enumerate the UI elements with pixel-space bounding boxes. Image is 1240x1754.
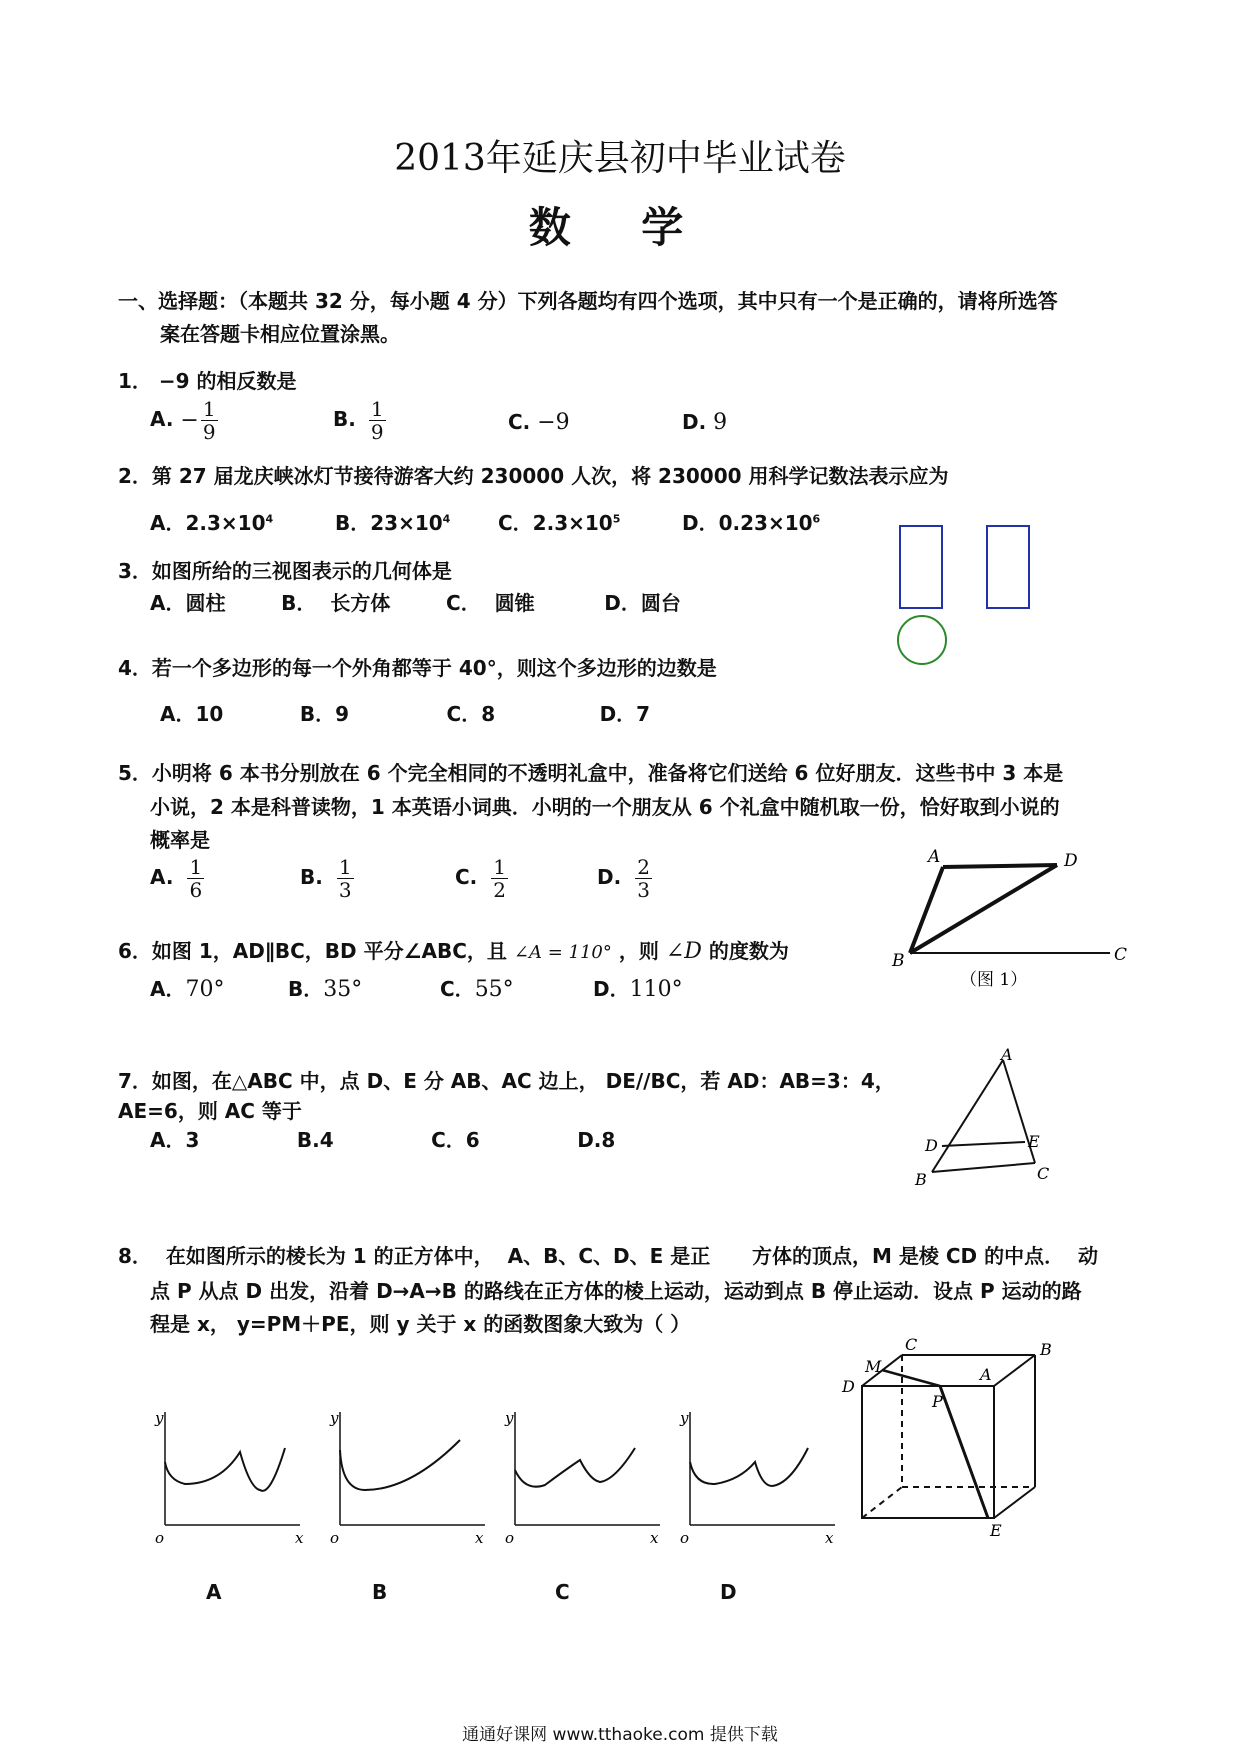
option-label: B. xyxy=(333,407,356,431)
stem-text: 的度数为 xyxy=(708,939,789,963)
graph-option-a xyxy=(145,1400,305,1550)
option-label: C. xyxy=(508,410,531,434)
exponent: 5 xyxy=(612,512,621,526)
question-6-option-c xyxy=(440,973,514,1002)
stem-text: ，则 xyxy=(618,939,659,963)
question-5-option-a xyxy=(150,856,204,901)
fraction xyxy=(337,856,354,901)
question-8-line2: 点 P 从点 D 出发，沿着 D→A→B 的路线在正方体的棱上运动，运动到点 B 停止运动．设点 P 运动的路 xyxy=(150,1279,1082,1303)
edge-ab xyxy=(994,1355,1035,1386)
x-label: x xyxy=(650,1529,659,1547)
denominator: 6 xyxy=(189,878,203,902)
label-c: C xyxy=(1037,1164,1050,1183)
graph-option-c xyxy=(495,1400,665,1550)
x-label: x xyxy=(295,1529,304,1547)
fraction xyxy=(491,856,508,901)
option-label: C． xyxy=(440,977,475,1001)
label-p: P xyxy=(932,1392,943,1411)
question-1-option-c xyxy=(508,410,570,435)
question-7-options: A．3 B.4 C．6 D.8 xyxy=(150,1128,616,1152)
label-a: A xyxy=(1001,1045,1013,1064)
option-label: B. xyxy=(300,865,323,889)
y-label: y xyxy=(155,1409,164,1427)
figure-cube xyxy=(840,1330,1060,1540)
label-e: E xyxy=(990,1521,1002,1540)
origin-label: o xyxy=(505,1529,515,1547)
question-6-option-d xyxy=(593,973,683,1002)
segment-bd xyxy=(910,865,1057,953)
question-1-option-d xyxy=(682,410,727,435)
top-view-circle xyxy=(898,616,946,664)
question-1-option-a xyxy=(150,398,218,443)
exponent: 4 xyxy=(265,512,274,526)
denominator: 9 xyxy=(370,420,384,444)
question-1-option-b xyxy=(333,398,386,443)
label-b: B xyxy=(892,951,905,971)
option-label: D. xyxy=(597,865,622,889)
question-4-stem: 4．若一个多边形的每一个外角都等于 40°，则这个多边形的边数是 xyxy=(118,656,717,680)
exam-title: 2013年延庆县初中毕业试卷 xyxy=(394,138,846,179)
question-7-line2: AE=6，则 AC 等于 xyxy=(118,1099,302,1123)
graph-label-c: C xyxy=(555,1580,570,1604)
option-label: C. xyxy=(455,865,478,889)
graph-option-b xyxy=(320,1400,490,1550)
option-value: 70° xyxy=(185,977,225,1002)
option-value: 35° xyxy=(323,977,363,1002)
edge-bottom-left-hidden xyxy=(862,1487,902,1518)
segment-ab xyxy=(910,867,943,953)
label-c: C xyxy=(1114,945,1128,965)
question-8-line3: 程是 x， y=PM＋PE，则 y 关于 x 的函数图象大致为（ ） xyxy=(150,1312,691,1336)
side-view-rect xyxy=(987,526,1029,608)
label-d: D xyxy=(925,1136,938,1155)
graph-label-a: A xyxy=(206,1580,222,1604)
x-label: x xyxy=(475,1529,484,1547)
figure-1-parallelogram xyxy=(880,842,1140,992)
curve xyxy=(515,1448,635,1487)
numerator: 1 xyxy=(493,855,507,879)
segment-ad xyxy=(943,865,1057,867)
question-6-stem xyxy=(118,935,789,964)
y-label: y xyxy=(330,1409,339,1427)
question-5-line1: 5．小明将 6 本书分别放在 6 个完全相同的不透明礼盒中，准备将它们送给 6 位好朋友．这些书中 3 本是 xyxy=(118,761,1064,785)
question-8-line1: 8． 在如图所示的棱长为 1 的正方体中， A、B、C、D、E 是正 方体的顶点，M 是棱 CD 的中点． 动 xyxy=(118,1244,1099,1268)
numerator: 1 xyxy=(370,397,384,421)
numerator: 1 xyxy=(338,855,352,879)
question-6-option-b xyxy=(288,973,362,1002)
exponent: 4 xyxy=(442,512,451,526)
three-view-figure xyxy=(890,520,1040,670)
option-label: A． xyxy=(150,977,186,1001)
fraction xyxy=(635,856,652,901)
origin-label: o xyxy=(680,1529,690,1547)
label-e: E xyxy=(1028,1132,1040,1151)
segment-pe xyxy=(940,1386,988,1518)
stem-text: 6．如图 1，AD∥BC，BD 平分∠ABC，且 xyxy=(118,939,507,963)
segment-de xyxy=(942,1142,1025,1146)
figure-1-caption: （图 1） xyxy=(960,970,1028,990)
graph-option-d xyxy=(670,1400,840,1550)
graph-label-d: D xyxy=(720,1580,737,1604)
graph-label-b: B xyxy=(372,1580,388,1604)
section-instructions-line2: 案在答题卡相应位置涂黑。 xyxy=(160,322,400,346)
question-6-option-a xyxy=(150,973,224,1002)
section-instructions-line1: 一、选择题：（本题共 32 分，每小题 4 分）下列各题均有四个选项，其中只有一个是正确的，请将所选答 xyxy=(118,289,1058,313)
numerator: 2 xyxy=(637,855,650,879)
front-view-rect xyxy=(900,526,942,608)
option-label: B． xyxy=(288,977,324,1001)
figure-triangle-abc xyxy=(895,1045,1070,1185)
question-3-stem: 3．如图所给的三视图表示的几何体是 xyxy=(118,559,452,583)
side-bc xyxy=(932,1163,1035,1172)
question-5-line2: 小说，2 本是科普读物，1 本英语小词典．小明的一个朋友从 6 个礼盒中随机取一份，恰好取到小说的 xyxy=(150,795,1060,819)
option-text: C．2.3×10 xyxy=(498,511,613,535)
subject-title: 数 学 xyxy=(528,203,712,252)
fraction xyxy=(201,398,218,443)
numerator: 1 xyxy=(189,855,203,879)
option-value: −9 xyxy=(537,410,570,435)
denominator: 3 xyxy=(637,878,650,902)
option-label: A. xyxy=(150,407,174,431)
edge-bottom-right xyxy=(994,1487,1035,1518)
question-7-line1: 7．如图，在△ABC 中，点 D、E 分 AB、AC 边上， DE//BC，若 AD：AB=3：4， xyxy=(118,1069,895,1093)
question-2-option-c xyxy=(498,507,620,536)
label-b: B xyxy=(915,1170,927,1185)
question-2-option-b xyxy=(335,507,450,536)
x-label: x xyxy=(825,1529,834,1547)
label-a: A xyxy=(928,847,941,867)
option-value: 55° xyxy=(474,977,514,1002)
label-d: D xyxy=(1064,851,1078,871)
question-2-option-a xyxy=(150,507,273,536)
exponent: 6 xyxy=(812,512,821,526)
front-face xyxy=(862,1386,994,1518)
label-c: C xyxy=(905,1335,918,1354)
question-2-stem: 2．第 27 届龙庆峡冰灯节接待游客大约 230000 人次，将 230000 用科学记数法表示应为 xyxy=(118,464,949,488)
fraction xyxy=(187,856,204,901)
curve xyxy=(690,1448,808,1486)
option-label: D． xyxy=(593,977,630,1001)
origin-label: o xyxy=(330,1529,340,1547)
option-label: D. xyxy=(682,410,707,434)
curve xyxy=(165,1448,285,1491)
label-b: B xyxy=(1040,1340,1052,1359)
footer-credit: 通通好课网 www.tthaoke.com 提供下载 xyxy=(462,1725,778,1745)
denominator: 2 xyxy=(493,878,507,902)
label-a: A xyxy=(980,1365,992,1384)
minus-sign: − xyxy=(180,408,199,433)
y-label: y xyxy=(505,1409,514,1427)
numerator: 1 xyxy=(202,397,216,421)
question-1-stem: 1． −9 的相反数是 xyxy=(118,369,297,393)
question-4-options: A．10 B．9 C．8 D．7 xyxy=(160,702,651,726)
stem-math-angle-d: ∠D xyxy=(665,939,702,964)
question-2-option-d xyxy=(682,507,820,536)
stem-math-angle-a: ∠A = 110° xyxy=(513,942,612,963)
denominator: 9 xyxy=(202,420,216,444)
question-3-options: A．圆柱 B． 长方体 C． 圆锥 D．圆台 xyxy=(150,591,681,615)
option-text: A．2.3×10 xyxy=(150,511,266,535)
denominator: 3 xyxy=(338,878,352,902)
fraction xyxy=(369,398,386,443)
segment-pm xyxy=(882,1370,940,1386)
side-ab xyxy=(932,1060,1003,1172)
question-5-option-b xyxy=(300,856,354,901)
question-5-line3: 概率是 xyxy=(150,828,210,852)
origin-label: o xyxy=(155,1529,165,1547)
question-5-option-d xyxy=(597,856,652,901)
label-d: D xyxy=(842,1377,855,1396)
option-text: B．23×10 xyxy=(335,511,443,535)
option-value: 110° xyxy=(629,977,683,1002)
option-value: 9 xyxy=(713,410,728,435)
y-label: y xyxy=(680,1409,689,1427)
question-5-option-c xyxy=(455,856,508,901)
curve xyxy=(340,1440,460,1490)
option-label: A. xyxy=(150,865,174,889)
option-text: D．0.23×10 xyxy=(682,511,813,535)
label-m: M xyxy=(865,1357,882,1376)
